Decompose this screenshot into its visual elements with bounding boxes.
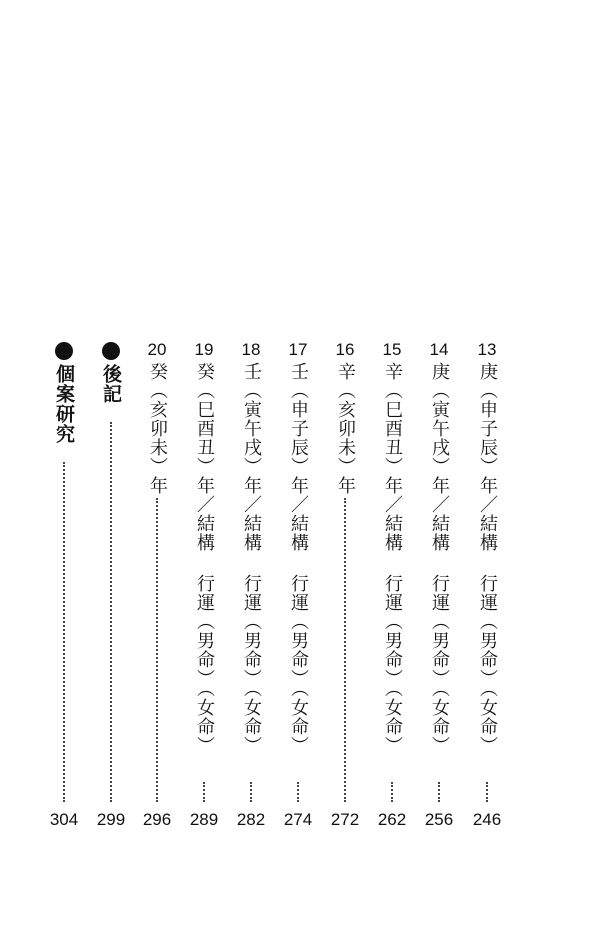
entry-page-number: 272 bbox=[330, 810, 360, 829]
toc-section-case-studies[interactable] bbox=[46, 340, 82, 860]
dot-leader bbox=[486, 782, 488, 802]
entry-title: 庚（寅午戌）年／結構 行運（男命）（女命） bbox=[429, 362, 450, 755]
entry-title: 辛（亥卯未）年 bbox=[335, 362, 356, 495]
dot-leader bbox=[344, 498, 346, 802]
entry-title: 癸（亥卯未）年 bbox=[147, 362, 168, 495]
section-title: 個案研究 bbox=[53, 364, 75, 444]
entry-page-number: 262 bbox=[377, 810, 407, 829]
toc-entry-13[interactable] bbox=[469, 340, 505, 860]
toc-entry-20[interactable] bbox=[139, 340, 175, 860]
section-page-number: 304 bbox=[49, 810, 79, 829]
entry-title: 壬（申子辰）年／結構 行運（男命）（女命） bbox=[288, 362, 309, 755]
bullet-icon bbox=[102, 342, 120, 360]
entry-number: 20 bbox=[147, 340, 167, 359]
dot-leader bbox=[438, 782, 440, 802]
dot-leader bbox=[203, 782, 205, 802]
entry-number: 13 bbox=[477, 340, 497, 359]
toc-entry-19[interactable] bbox=[186, 340, 222, 860]
bullet-icon bbox=[55, 342, 73, 360]
entry-title: 庚（申子辰）年／結構 行運（男命）（女命） bbox=[477, 362, 498, 755]
entry-number: 17 bbox=[288, 340, 308, 359]
section-page-number: 299 bbox=[96, 810, 126, 829]
toc-entry-14[interactable] bbox=[421, 340, 457, 860]
entry-page-number: 274 bbox=[283, 810, 313, 829]
entry-page-number: 246 bbox=[472, 810, 502, 829]
toc-section-afterword[interactable] bbox=[93, 340, 129, 860]
dot-leader bbox=[110, 422, 112, 802]
entry-number: 14 bbox=[429, 340, 449, 359]
dot-leader bbox=[250, 782, 252, 802]
dot-leader bbox=[63, 462, 65, 802]
toc-entry-18[interactable] bbox=[233, 340, 269, 860]
dot-leader bbox=[391, 782, 393, 802]
entry-title: 癸（巳酉丑）年／結構 行運（男命）（女命） bbox=[194, 362, 215, 755]
section-title: 後記 bbox=[100, 364, 122, 404]
dot-leader bbox=[156, 498, 158, 802]
entry-number: 15 bbox=[382, 340, 402, 359]
toc-entry-17[interactable] bbox=[280, 340, 316, 860]
entry-number: 16 bbox=[335, 340, 355, 359]
entry-title: 辛（巳酉丑）年／結構 行運（男命）（女命） bbox=[382, 362, 403, 755]
entry-page-number: 296 bbox=[142, 810, 172, 829]
entry-number: 19 bbox=[194, 340, 214, 359]
toc-entry-16[interactable] bbox=[327, 340, 363, 860]
dot-leader bbox=[297, 782, 299, 802]
entry-page-number: 289 bbox=[189, 810, 219, 829]
toc-entry-15[interactable] bbox=[374, 340, 410, 860]
entry-number: 18 bbox=[241, 340, 261, 359]
entry-page-number: 256 bbox=[424, 810, 454, 829]
entry-page-number: 282 bbox=[236, 810, 266, 829]
entry-title: 壬（寅午戌）年／結構 行運（男命）（女命） bbox=[241, 362, 262, 755]
